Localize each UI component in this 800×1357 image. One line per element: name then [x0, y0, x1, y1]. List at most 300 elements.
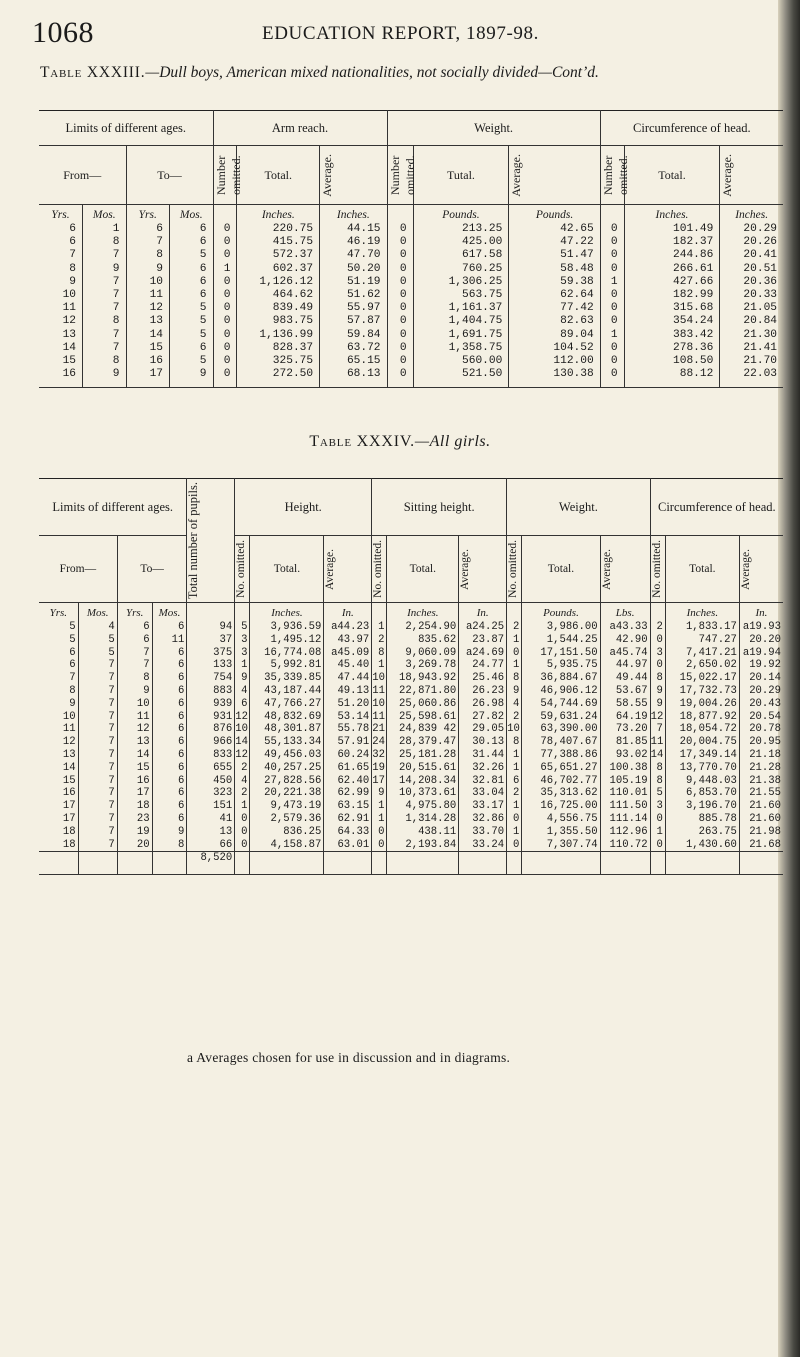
table-cell: 6 [39, 647, 78, 660]
table-cell: 1 [372, 813, 387, 826]
table-cell: 42.90 [600, 634, 650, 647]
table-cell: 7 [83, 289, 127, 302]
table-cell: 6 [152, 647, 187, 660]
table-cell: 9,060.09 [387, 647, 459, 660]
table-cell: 20.29 [743, 223, 777, 235]
table-cell: 747.27 [665, 634, 739, 647]
table-cell: 0 [507, 647, 522, 660]
table-cell: 6 [117, 621, 152, 634]
table-cell: 7 [78, 839, 117, 852]
table-cell: 20.36 [743, 275, 777, 288]
header-arm-average: Average. [320, 153, 335, 197]
table-cell: 9,473.19 [250, 800, 324, 813]
table-cell: 53.14 [324, 711, 372, 724]
table-cell: 6 [39, 223, 83, 236]
table-cell: 213.25 [413, 223, 509, 236]
table-cell: 8 [39, 685, 78, 698]
table-cell: 1 [507, 762, 522, 775]
table-cell: 25,181.28 [387, 749, 459, 762]
table-row [39, 698, 783, 711]
table-cell: 0 [600, 355, 624, 368]
header-weight-total: Total. [522, 536, 600, 603]
table-cell: 40,257.25 [250, 762, 324, 775]
table-cell: 89.04 [509, 329, 600, 342]
table-cell: 32 [372, 748, 385, 761]
table-cell: 12 [650, 710, 664, 723]
table-cell: a43.33 [600, 621, 650, 634]
unit-label: Mos. [83, 205, 127, 224]
table-cell: 49.44 [600, 672, 650, 685]
table-cell: 1 [507, 826, 522, 839]
table-cell: 0 [600, 342, 624, 355]
table-cell: 9 [235, 672, 250, 685]
table-cell: 16,725.00 [522, 800, 600, 813]
table-cell: 1 [235, 659, 250, 672]
table-cell: 60.24 [324, 749, 372, 762]
table-cell: 464.62 [237, 289, 320, 302]
table-cell: 63.72 [320, 342, 387, 355]
table-cell: 6 [39, 659, 78, 672]
table-cell: 6 [152, 775, 187, 788]
table-cell: 0 [213, 315, 237, 328]
table-cell: 0 [650, 634, 665, 647]
table-cell: 20.41 [743, 249, 777, 262]
table-cell: 36,884.67 [522, 672, 600, 685]
table-cell: 0 [600, 223, 624, 236]
table-cell: 450 [187, 775, 235, 788]
table-cell: 966 [187, 736, 235, 749]
unit-label: Yrs. [126, 205, 170, 224]
table-cell: 6 [152, 698, 187, 711]
table-cell: 220.75 [237, 223, 320, 236]
table-cell: 760.25 [413, 263, 509, 276]
table-cell: 1 [372, 659, 387, 672]
table-cell: a44.23 [324, 621, 372, 634]
table-cell: 266.61 [624, 263, 720, 276]
table-cell: 26.98 [459, 698, 507, 711]
unit-label: Pounds. [509, 205, 600, 224]
table-cell: 0 [650, 659, 665, 672]
unit-label: Inches. [320, 205, 387, 224]
table-cell: 17,349.14 [665, 749, 739, 762]
table-cell: 10 [39, 711, 78, 724]
table-cell: 563.75 [413, 289, 509, 302]
table-cell: 41 [187, 813, 235, 826]
table-cell: 0 [507, 813, 522, 826]
unit-label [650, 603, 665, 622]
table-row [39, 276, 783, 289]
table-cell: 13 [187, 826, 235, 839]
table-cell: 19.92 [749, 659, 781, 672]
unit-label: In. [324, 603, 372, 622]
table-cell: 46,702.77 [522, 775, 600, 788]
table-cell: 54,744.69 [522, 698, 600, 711]
table-cell: 57.87 [320, 315, 387, 328]
table-cell: 15 [39, 355, 83, 368]
table-cell: 12 [235, 710, 248, 723]
table-cell: 51.47 [509, 249, 600, 262]
table-cell: 51.19 [320, 276, 387, 289]
table-cell: 0 [387, 315, 413, 328]
table-cell: 55,133.34 [250, 736, 324, 749]
table-cell: 2 [507, 787, 522, 800]
table-cell: 15 [117, 762, 152, 775]
table-cell: 6 [170, 236, 214, 249]
table-cell: 24.77 [459, 659, 507, 672]
table-cell: 7 [78, 698, 117, 711]
table-cell: 63.01 [324, 839, 372, 852]
header-head-total: Total. [624, 146, 720, 205]
table-cell: 6 [152, 723, 187, 736]
table-cell: 6,853.70 [665, 787, 739, 800]
table-cell: 19 [372, 761, 385, 774]
table-cell: 427.66 [624, 276, 720, 289]
table-cell: 14 [39, 762, 78, 775]
table-cell: 12 [126, 302, 170, 315]
table-cell: 0 [213, 276, 237, 289]
table-cell: 62.40 [324, 775, 372, 788]
table-cell: 617.58 [413, 249, 509, 262]
table-row [39, 672, 783, 685]
table-cell: 21.38 [749, 774, 781, 787]
table-row [39, 249, 783, 262]
table-cell: 59.38 [509, 276, 600, 289]
table-cell: 17 [39, 813, 78, 826]
table-cell: 7 [117, 659, 152, 672]
table-cell: 24 [372, 736, 385, 749]
unit-label: Inches. [665, 603, 739, 622]
table-row [39, 813, 783, 826]
header-head-omitted: Number omitted. [600, 155, 630, 195]
table-cell: 9 [650, 685, 665, 698]
table-cell: 11 [372, 710, 385, 723]
table-cell: 20.51 [743, 262, 777, 275]
table-cell: 0 [387, 236, 413, 249]
table-cell: 27,828.56 [250, 775, 324, 788]
table-cell: 23.87 [459, 634, 507, 647]
table-row [39, 800, 783, 813]
table-cell: 17 [126, 368, 170, 381]
header-height-average: Average. [324, 548, 337, 590]
table-cell: 1 [83, 223, 127, 236]
table-cell: 11 [39, 302, 83, 315]
table-row [39, 342, 783, 355]
table-cell: 10 [39, 289, 83, 302]
header-head-average: Average. [720, 153, 735, 197]
table-cell: 20.14 [749, 672, 781, 685]
header-total-pupils: Total number of pupils. [186, 481, 201, 600]
table-cell: 7 [78, 749, 117, 762]
table-cell: 14 [126, 329, 170, 342]
table-cell: 13,770.70 [665, 762, 739, 775]
table-cell: 0 [600, 249, 624, 262]
table1-title [40, 64, 599, 82]
table-cell: 11 [126, 289, 170, 302]
table-cell: 25,060.86 [387, 698, 459, 711]
table-cell: 5 [39, 621, 78, 634]
table-cell: 130.38 [509, 368, 600, 381]
table-cell: 49,456.03 [250, 749, 324, 762]
table-cell: 836.25 [250, 826, 324, 839]
table-cell: 111.14 [600, 813, 650, 826]
unit-label [600, 205, 624, 224]
table-cell: 8 [650, 672, 665, 685]
table-row [39, 634, 783, 647]
table-cell: 6 [170, 342, 214, 355]
table-cell: 3 [650, 647, 665, 660]
table-cell: 1 [213, 263, 237, 276]
table-cell: 20,004.75 [665, 736, 739, 749]
header-from: From— [39, 146, 126, 205]
table-cell: 108.50 [624, 355, 720, 368]
table-cell: 44.15 [320, 223, 387, 236]
table-cell: 37 [187, 634, 235, 647]
table-cell: 2 [507, 621, 522, 634]
running-head: EDUCATION REPORT, 1897-98. [262, 23, 539, 44]
table-cell: 7 [83, 249, 127, 262]
table-cell: 0 [213, 236, 237, 249]
table-cell: 31.44 [459, 749, 507, 762]
unit-label: Yrs. [39, 205, 83, 224]
table-cell: 602.37 [237, 263, 320, 276]
table-cell: 14 [117, 749, 152, 762]
table-cell: 7,417.21 [665, 647, 739, 660]
table-cell: 6 [117, 634, 152, 647]
table-cell: 5 [78, 647, 117, 660]
table-cell: 7 [78, 800, 117, 813]
table-row [39, 826, 783, 839]
table-cell: 18 [39, 826, 78, 839]
table-cell: 7 [78, 813, 117, 826]
unit-label: Inches. [237, 205, 320, 224]
table-cell: 12 [235, 748, 248, 761]
table-cell: 133 [187, 659, 235, 672]
table-cell: 47.22 [509, 236, 600, 249]
table-cell: 7 [78, 723, 117, 736]
table-cell: 6 [152, 659, 187, 672]
table-cell: 3,936.59 [250, 621, 324, 634]
table-cell: 0 [387, 276, 413, 289]
table-cell: 9 [372, 787, 387, 800]
table-cell: 18,054.72 [665, 723, 739, 736]
table-cell: 6 [152, 736, 187, 749]
table-row [39, 315, 783, 328]
table-cell: a19.93 [742, 621, 781, 633]
table-cell: 8 [152, 839, 187, 852]
table-cell: 104.52 [509, 342, 600, 355]
table-cell: 101.49 [624, 223, 720, 236]
table-cell: 4,975.80 [387, 800, 459, 813]
table-cell: 2 [507, 711, 522, 724]
table2-label: Table XXXIV. [309, 433, 415, 450]
table-cell: 7 [39, 249, 83, 262]
header-head-circumference: Circumference of head. [650, 479, 783, 536]
unit-label: Yrs. [39, 603, 78, 622]
table-cell: 6 [170, 276, 214, 289]
table-cell: 81.85 [600, 736, 650, 749]
table-cell: 1 [650, 826, 665, 839]
table-cell: 18 [39, 839, 78, 852]
table-cell: 6 [152, 685, 187, 698]
table-cell: 0 [213, 223, 237, 236]
table-row [39, 762, 783, 775]
header-sitting-omitted: No. omitted. [372, 540, 385, 598]
table-cell: 2,650.02 [665, 659, 739, 672]
table-cell: 4,158.87 [250, 839, 324, 852]
table-cell: 425.00 [413, 236, 509, 249]
table-cell: 59,631.24 [522, 711, 600, 724]
header-head-circumference: Circumference of head. [600, 111, 783, 146]
table-cell: 32.26 [459, 762, 507, 775]
table-cell: 6 [152, 813, 187, 826]
table-cell: 24,839 42 [387, 723, 459, 736]
table-cell: 15 [126, 342, 170, 355]
table-cell: 0 [600, 263, 624, 276]
table-cell: 4,556.75 [522, 813, 600, 826]
table-cell: 21.60 [749, 812, 781, 825]
table-cell: 3,986.00 [522, 621, 600, 634]
table-cell: 3,196.70 [665, 800, 739, 813]
table-cell: 57.91 [324, 736, 372, 749]
table-cell: 62.64 [509, 289, 600, 302]
table-xxxiii [39, 110, 783, 388]
table-cell: 12 [117, 723, 152, 736]
table-cell: 10 [126, 276, 170, 289]
header-weight-average: Average. [600, 548, 613, 590]
table-cell: 11 [152, 634, 187, 647]
table-cell: 105.19 [600, 775, 650, 788]
table-cell: 325.75 [237, 355, 320, 368]
table-cell: 835.62 [387, 634, 459, 647]
table-cell: 43,187.44 [250, 685, 324, 698]
table-cell: 59.84 [320, 329, 387, 342]
table-cell: a45.09 [324, 647, 372, 660]
header-arm-reach: Arm reach. [213, 111, 387, 146]
table-cell: 21.98 [749, 825, 781, 838]
total-pupils: 8,520 [187, 852, 235, 871]
table-cell: 560.00 [413, 355, 509, 368]
table-cell: 48,301.87 [250, 723, 324, 736]
table-cell: 19 [117, 826, 152, 839]
table-cell: 2,579.36 [250, 813, 324, 826]
table-cell: 68.13 [320, 368, 387, 381]
table-cell: 62.99 [324, 787, 372, 800]
table-cell: 0 [213, 302, 237, 315]
table-cell: 7 [78, 685, 117, 698]
table-cell: 46.19 [320, 236, 387, 249]
table-cell: 885.78 [665, 813, 739, 826]
table-cell: 7 [650, 723, 665, 736]
table-cell: 0 [387, 329, 413, 342]
table-cell: 7 [83, 276, 127, 289]
table-cell: 20.26 [743, 236, 777, 249]
unit-label [235, 603, 250, 622]
table-cell: 20.84 [743, 315, 777, 328]
table-cell: 3,269.78 [387, 659, 459, 672]
header-height: Height. [235, 479, 372, 536]
table-row [39, 263, 783, 276]
table-cell: 0 [372, 839, 387, 852]
table-row [39, 236, 783, 249]
header-weight-omitted: No. omitted. [507, 540, 520, 598]
unit-label [387, 205, 413, 224]
table-cell: 0 [600, 289, 624, 302]
table-cell: 6 [39, 236, 83, 249]
table-cell: 33.04 [459, 787, 507, 800]
unit-label: In. [459, 603, 507, 622]
table-cell: 17 [39, 800, 78, 813]
table-cell: 2 [235, 762, 250, 775]
table-cell: 21.70 [743, 355, 777, 368]
header-weight: Weight. [387, 111, 600, 146]
table-row [39, 329, 783, 342]
table-cell: a24.69 [459, 647, 507, 660]
table-cell: 1,306.25 [413, 276, 509, 289]
table-cell: 354.24 [624, 315, 720, 328]
table-cell: 1 [372, 621, 387, 634]
table-cell: 5,992.81 [250, 659, 324, 672]
table-cell: 1,495.12 [250, 634, 324, 647]
table-cell: 12 [39, 736, 78, 749]
table-cell: 93.02 [600, 749, 650, 762]
table-cell: 0 [387, 249, 413, 262]
table-cell: 2,254.90 [387, 621, 459, 634]
unit-label [507, 603, 522, 622]
table-cell: 0 [372, 826, 387, 839]
table-cell: 21.18 [749, 748, 781, 761]
table-cell: 0 [600, 368, 624, 381]
table-cell: 21.55 [749, 787, 781, 800]
table-row [39, 368, 783, 381]
table-cell: 5 [170, 355, 214, 368]
table-cell: 0 [650, 813, 665, 826]
table-cell: 7 [78, 775, 117, 788]
table-cell: 20.95 [749, 736, 781, 749]
table-cell: 50.20 [320, 263, 387, 276]
table-cell: 0 [387, 289, 413, 302]
table-cell: 61.65 [324, 762, 372, 775]
table-cell: 0 [600, 315, 624, 328]
table-cell: 8 [507, 736, 522, 749]
table-cell: 14,208.34 [387, 775, 459, 788]
table-cell: 64.33 [324, 826, 372, 839]
table-cell: 1,404.75 [413, 315, 509, 328]
table-cell: 77.42 [509, 302, 600, 315]
table-cell: 10 [117, 698, 152, 711]
table-cell: a19.94 [742, 646, 781, 659]
table-cell: 6 [126, 223, 170, 236]
table-cell: 1 [507, 749, 522, 762]
table-cell: 0 [235, 813, 250, 826]
table-cell: 278.36 [624, 342, 720, 355]
table-cell: 49.13 [324, 685, 372, 698]
table-cell: 8 [83, 315, 127, 328]
table-cell: 1,355.50 [522, 826, 600, 839]
table-cell: 1,126.12 [237, 276, 320, 289]
table-cell: 1,136.99 [237, 329, 320, 342]
table-cell: 9,448.03 [665, 775, 739, 788]
table-cell: 3 [235, 634, 250, 647]
table-row [39, 223, 783, 236]
table-cell: 12 [39, 315, 83, 328]
table-cell: 6 [170, 289, 214, 302]
page-header [32, 16, 764, 56]
table-cell: 2,193.84 [387, 839, 459, 852]
unit-label: Mos. [78, 603, 117, 622]
table-cell: 4 [235, 685, 250, 698]
table-cell: 5 [650, 787, 665, 800]
table-cell: 19,004.26 [665, 698, 739, 711]
